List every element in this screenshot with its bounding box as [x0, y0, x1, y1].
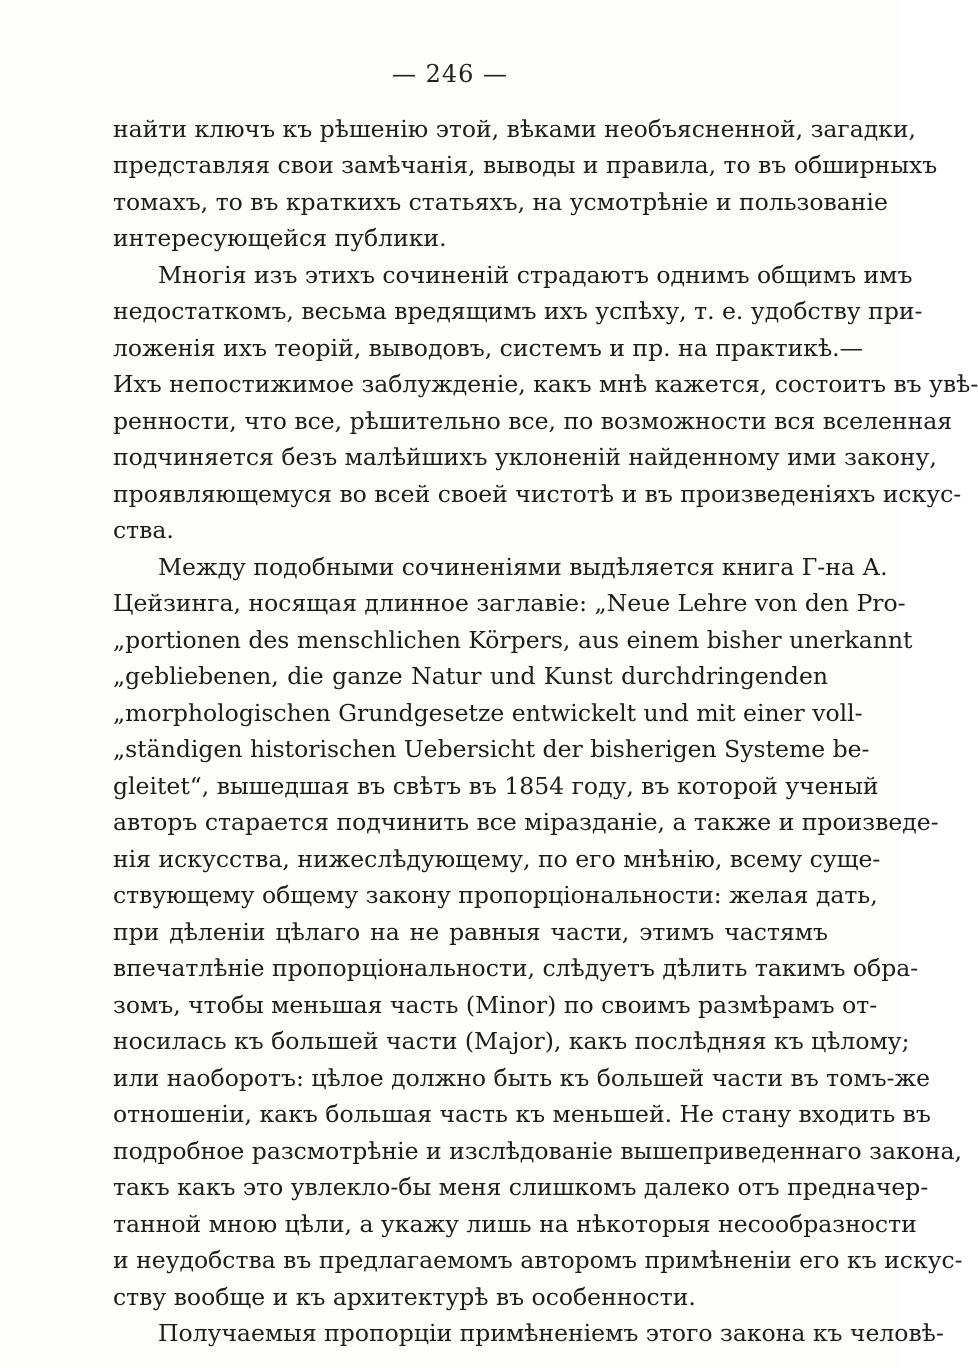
- text-line: зомъ, чтобы меньшая часть (Minor) по своимъ размѣрамъ от-: [113, 991, 878, 1019]
- text-line: Цейзинга, носящая длинное заглавіе: „Neue Lehre von den Pro-: [113, 589, 906, 617]
- text-line: представляя свои замѣчанія, выводы и правила, то въ обширныхъ: [113, 151, 938, 179]
- text-line: подчиняется безъ малѣйшихъ уклоненій найденному ими закону,: [113, 443, 937, 471]
- text-line: при дѣленіи цѣлаго на не равныя части, этимъ частямъ: [113, 918, 828, 946]
- text-line: танной мною цѣли, а укажу лишь на нѣкоторыя несообразности: [113, 1210, 917, 1238]
- text-line: Получаемыя пропорціи примѣненіемъ этого закона къ человѣ-: [158, 1319, 944, 1347]
- text-line: такъ какъ это увлекло-бы меня слишкомъ далеко отъ предначер-: [113, 1173, 929, 1201]
- text-line: „portionen des menschlichen Körpers, aus einem bisher unerkannt: [113, 626, 913, 654]
- text-line: впечатлѣніе пропорціональности, слѣдуетъ дѣлить такимъ обра-: [113, 954, 919, 982]
- text-line: и неудобства въ предлагаемомъ авторомъ примѣненіи его къ искус-: [113, 1246, 963, 1274]
- text-line: недостаткомъ, весьма вредящимъ ихъ успѣху, т. е. удобству при-: [113, 297, 923, 325]
- text-line: ствующему общему закону пропорціональности: желая дать,: [113, 881, 878, 909]
- text-line: „ständigen historischen Uebersicht der bisherigen Systeme be-: [113, 735, 870, 763]
- text-line: Между подобными сочиненіями выдѣляется книга Г-на А.: [158, 553, 888, 581]
- text-line: авторъ старается подчинить все міразданіе, а также и произведе-: [113, 808, 939, 836]
- text-line: томахъ, то въ краткихъ статьяхъ, на усмотрѣніе и пользованіе: [113, 188, 888, 216]
- text-line: gleitet“, вышедшая въ свѣтъ въ 1854 году, въ которой ученый: [113, 772, 879, 800]
- text-line: найти ключъ къ рѣшенію этой, вѣками необъясненной, загадки,: [113, 115, 917, 143]
- text-line: ства.: [113, 516, 174, 544]
- text-line: носилась къ большей части (Major), какъ послѣдняя къ цѣлому;: [113, 1027, 910, 1055]
- text-line: ству вообще и къ архитектурѣ въ особенности.: [113, 1283, 696, 1311]
- text-line: Ихъ непостижимое заблужденіе, какъ мнѣ кажется, состоитъ въ увѣ-: [113, 370, 978, 398]
- text-line: отношеніи, какъ большая часть къ меньшей. Не стану входить въ: [113, 1100, 931, 1128]
- text-line: интересующейся публики.: [113, 224, 447, 252]
- page-number: — 246 —: [391, 60, 509, 88]
- text-line: нія искусства, нижеслѣдующему, по его мнѣнію, всему суще-: [113, 845, 881, 873]
- text-line: подробное разсмотрѣніе и изслѣдованіе вышеприведеннаго закона,: [113, 1137, 962, 1165]
- text-line: Многія изъ этихъ сочиненій страдаютъ однимъ общимъ имъ: [158, 261, 913, 289]
- text-line: ренности, что все, рѣшительно все, по возможности вся вселенная: [113, 407, 953, 435]
- text-line: ложенія ихъ теорій, выводовъ, системъ и пр. на практикѣ.—: [113, 334, 864, 362]
- text-line: проявляющемуся во всей своей чистотѣ и въ произведеніяхъ искус-: [113, 480, 962, 508]
- text-line: или наоборотъ: цѣлое должно быть къ большей части въ томъ-же: [113, 1064, 931, 1092]
- text-line: „morphologischen Grundgesetze entwickelt und mit einer voll-: [113, 699, 863, 727]
- text-line: „gebliebenen, die ganze Natur und Kunst durchdringenden: [113, 662, 828, 690]
